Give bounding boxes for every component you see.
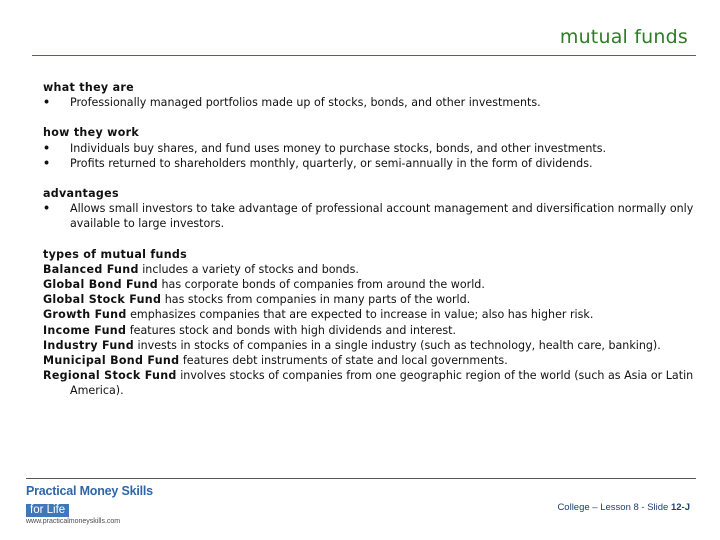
footer-divider xyxy=(26,478,696,479)
practical-money-skills-logo xyxy=(26,484,166,524)
slide-footer xyxy=(557,502,690,513)
fund-description: invests in stocks of companies in a single industry (such as technology, health care, banking). xyxy=(134,338,661,352)
fund-type-item xyxy=(43,338,698,353)
section-heading: what they are xyxy=(43,81,134,94)
fund-type-item xyxy=(43,323,698,338)
bullet-list xyxy=(43,141,698,171)
logo-title: Practical Money Skills xyxy=(26,484,153,498)
fund-name: Regional Stock Fund xyxy=(43,369,177,383)
section-heading: types of mutual funds xyxy=(43,247,188,261)
fund-type-item xyxy=(43,307,698,322)
bullet-list xyxy=(43,95,698,110)
title-divider xyxy=(32,55,696,56)
slide-content xyxy=(43,80,698,414)
section-fund-types xyxy=(43,247,698,399)
fund-type-item xyxy=(43,353,698,368)
fund-description: has corporate bonds of companies from around the world. xyxy=(157,278,485,292)
section-what-they-are xyxy=(43,80,698,110)
bullet-item: • Profits returned to shareholders monthly, quarterly, or semi-annually in the form of dividends. xyxy=(43,156,698,171)
bullet-item: • Allows small investors to take advantage of professional account management and diversification normally only available to large investors. xyxy=(43,201,698,231)
fund-name: Municipal Bond Fund xyxy=(43,354,180,368)
bullet-item: • Individuals buy shares, and fund uses money to purchase stocks, bonds, and other investments. xyxy=(43,141,698,156)
section-heading: how they work xyxy=(43,126,140,140)
fund-name: Global Bond Fund xyxy=(43,278,158,292)
fund-type-item xyxy=(43,368,698,398)
fund-name: Industry Fund xyxy=(43,338,134,352)
fund-name: Balanced Fund xyxy=(43,262,139,276)
fund-description: features debt instruments of state and local governments. xyxy=(179,354,508,368)
fund-type-item xyxy=(43,277,698,292)
section-advantages xyxy=(43,186,698,232)
bullet-list xyxy=(43,201,698,231)
page-title: mutual funds xyxy=(559,26,688,48)
fund-type-item xyxy=(43,292,698,307)
logo-subtitle: for Life xyxy=(26,504,69,517)
slide-number: 12-J xyxy=(670,502,690,513)
fund-name: Income Fund xyxy=(43,323,127,337)
fund-name: Global Stock Fund xyxy=(43,293,162,307)
section-how-they-work xyxy=(43,125,698,171)
fund-type-item xyxy=(43,262,698,277)
fund-name: Growth Fund xyxy=(43,308,127,322)
fund-description: features stock and bonds with high dividends and interest. xyxy=(126,323,456,337)
fund-description: emphasizes companies that are expected to increase in value; also has higher risk. xyxy=(126,308,594,322)
lesson-label: College – Lesson 8 - Slide xyxy=(557,502,671,513)
fund-description: has stocks from companies in many parts of the world. xyxy=(161,293,471,307)
fund-description: involves stocks of companies from one geographic region of the world (such as Asia or Latin America). xyxy=(70,369,694,398)
fund-description: includes a variety of stocks and bonds. xyxy=(138,262,359,276)
logo-url: www.practicalmoneyskills.com xyxy=(26,518,121,525)
section-heading: advantages xyxy=(43,187,119,201)
bullet-item: • Professionally managed portfolios made up of stocks, bonds, and other investments. xyxy=(43,95,698,110)
